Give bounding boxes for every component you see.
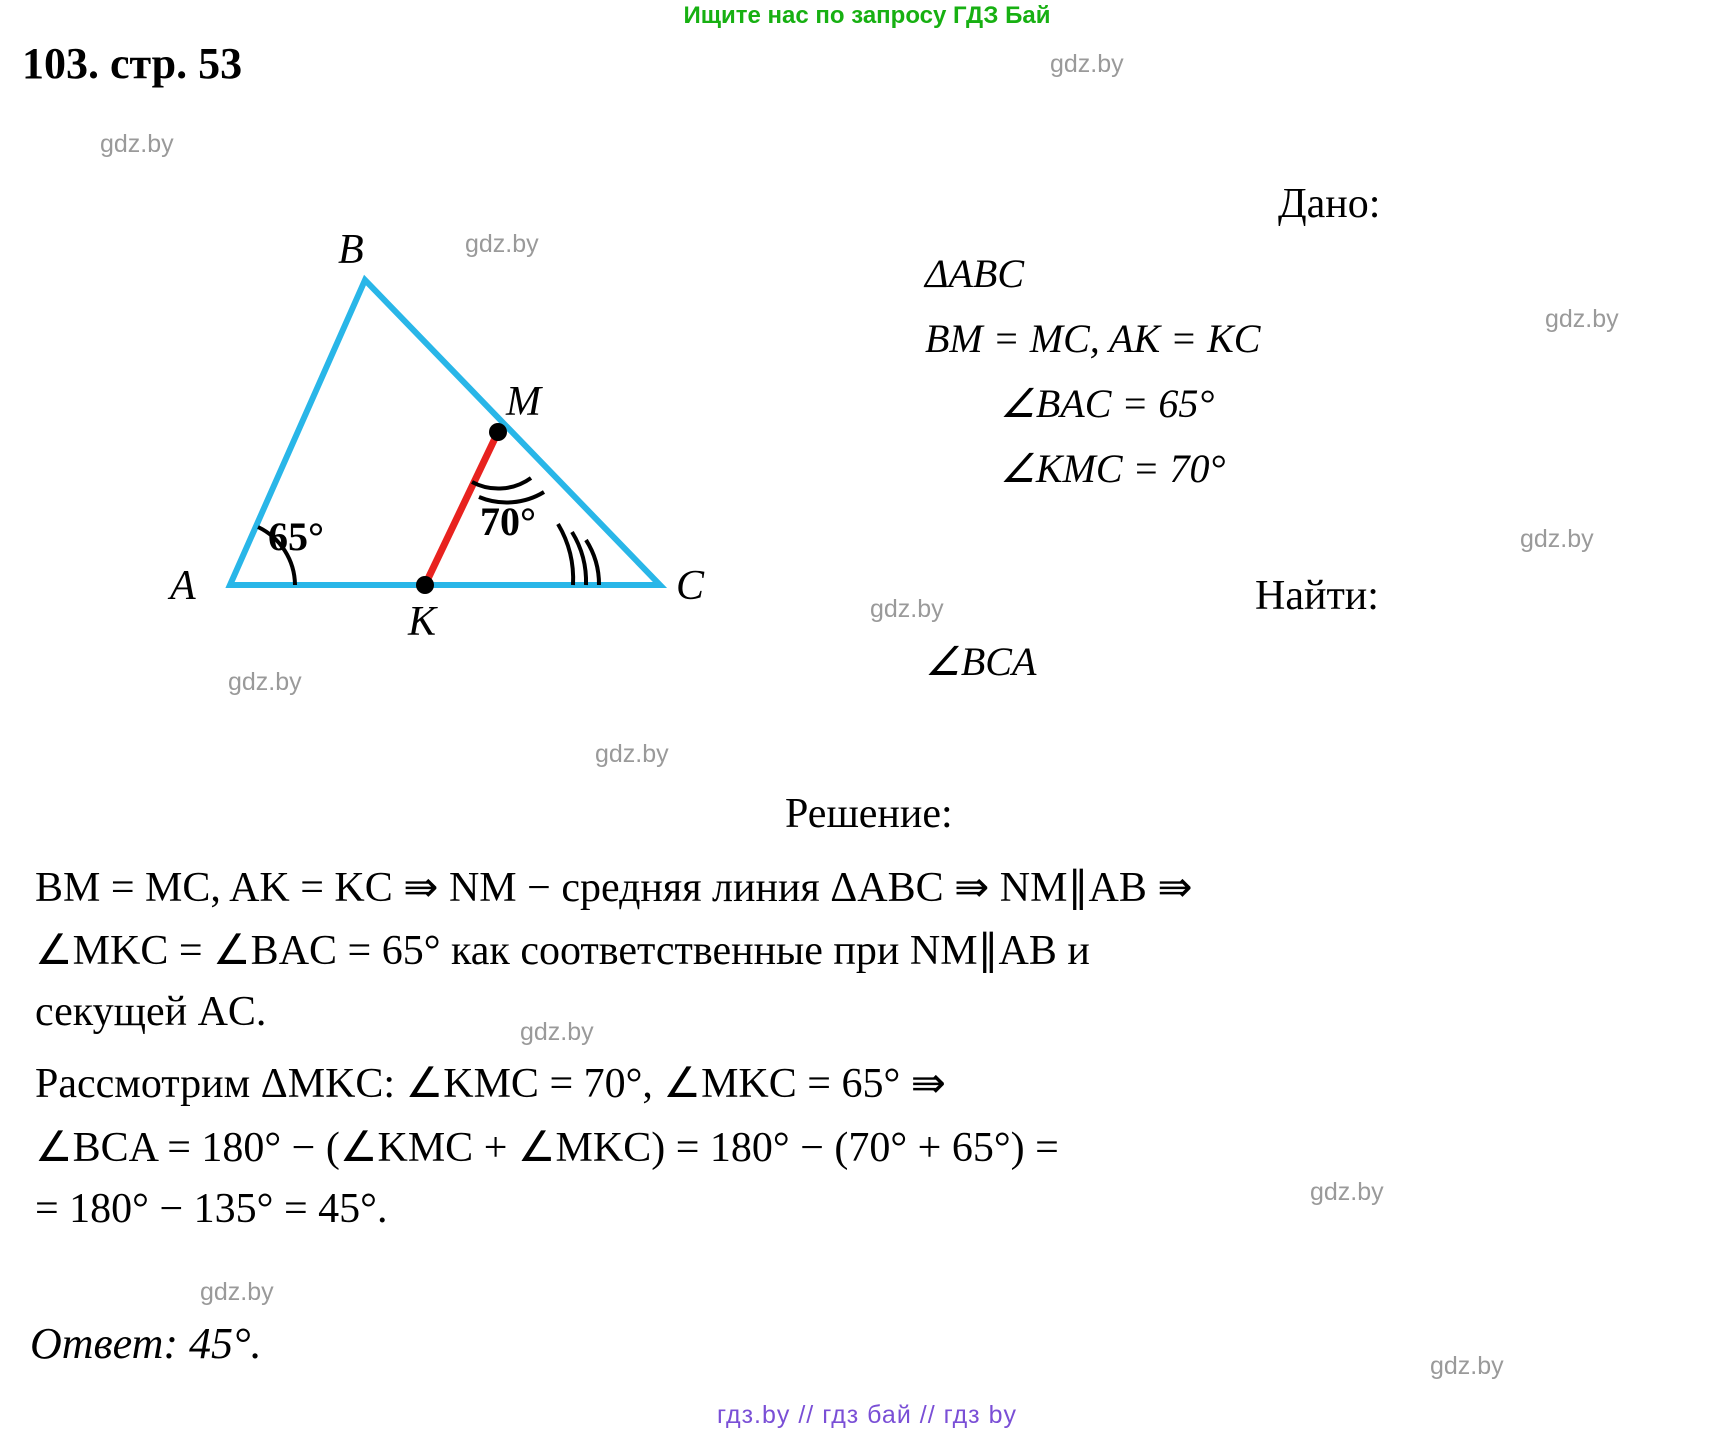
solution-line: = 180° − 135° = 45°. (35, 1186, 388, 1232)
watermark: gdz.by (595, 740, 669, 768)
watermark: gdz.by (228, 668, 302, 696)
point-k-dot (416, 576, 434, 594)
vertex-label-c: C (676, 563, 705, 609)
solution-heading: Решение: (785, 791, 953, 837)
vertex-label-m: M (506, 379, 541, 425)
watermark: gdz.by (1050, 50, 1124, 78)
vertex-label-k: K (408, 599, 437, 645)
watermark: gdz.by (100, 130, 174, 158)
watermark: gdz.by (520, 1018, 594, 1046)
angle-value-a: 65° (268, 514, 324, 559)
watermark: gdz.by (465, 230, 539, 258)
solution-line: ∠MKC = ∠BAC = 65° как соответственные при NM∥AB и (35, 928, 1090, 974)
task-number: 103. стр. 53 (22, 39, 243, 88)
find-line: ∠BCA (925, 639, 1037, 684)
vertex-label-b: B (338, 227, 364, 273)
given-line: ΔABC (925, 251, 1025, 296)
given-line: ∠BAC = 65° (1000, 381, 1215, 426)
solution-line: Рассмотрим ΔMKC: ∠KMC = 70°, ∠MKC = 65° ⇛ (35, 1061, 946, 1107)
watermark: gdz.by (1310, 1178, 1384, 1206)
watermark: gdz.by (1430, 1352, 1504, 1380)
answer-line: Ответ: 45°. (30, 1319, 262, 1368)
triangle-figure (120, 210, 800, 670)
bottom-banner: гдз.by // гдз бай // гдз by (717, 1401, 1017, 1429)
watermark: gdz.by (1545, 305, 1619, 333)
angle-value-m: 70° (480, 499, 536, 544)
watermark: gdz.by (200, 1278, 274, 1306)
find-heading: Найти: (1255, 573, 1379, 619)
point-m-dot (489, 423, 507, 441)
angle-arc-m-1 (472, 478, 531, 489)
given-line: ∠KMC = 70° (1000, 446, 1226, 491)
solution-line: секущей AC. (35, 989, 267, 1035)
watermark: gdz.by (1520, 525, 1594, 553)
watermark: gdz.by (870, 595, 944, 623)
solution-line: ∠BCA = 180° − (∠KMC + ∠MKC) = 180° − (70° + 65°) = (35, 1125, 1059, 1171)
top-banner: Ищите нас по запросу ГДЗ Бай (683, 2, 1051, 29)
given-heading: Дано: (1278, 181, 1381, 227)
given-line: BM = MC, AK = KC (925, 316, 1261, 361)
solution-line: BM = MC, AK = KC ⇛ NM − средняя линия ΔABC ⇛ NM∥AB ⇛ (35, 865, 1193, 911)
vertex-label-a: A (170, 563, 196, 609)
